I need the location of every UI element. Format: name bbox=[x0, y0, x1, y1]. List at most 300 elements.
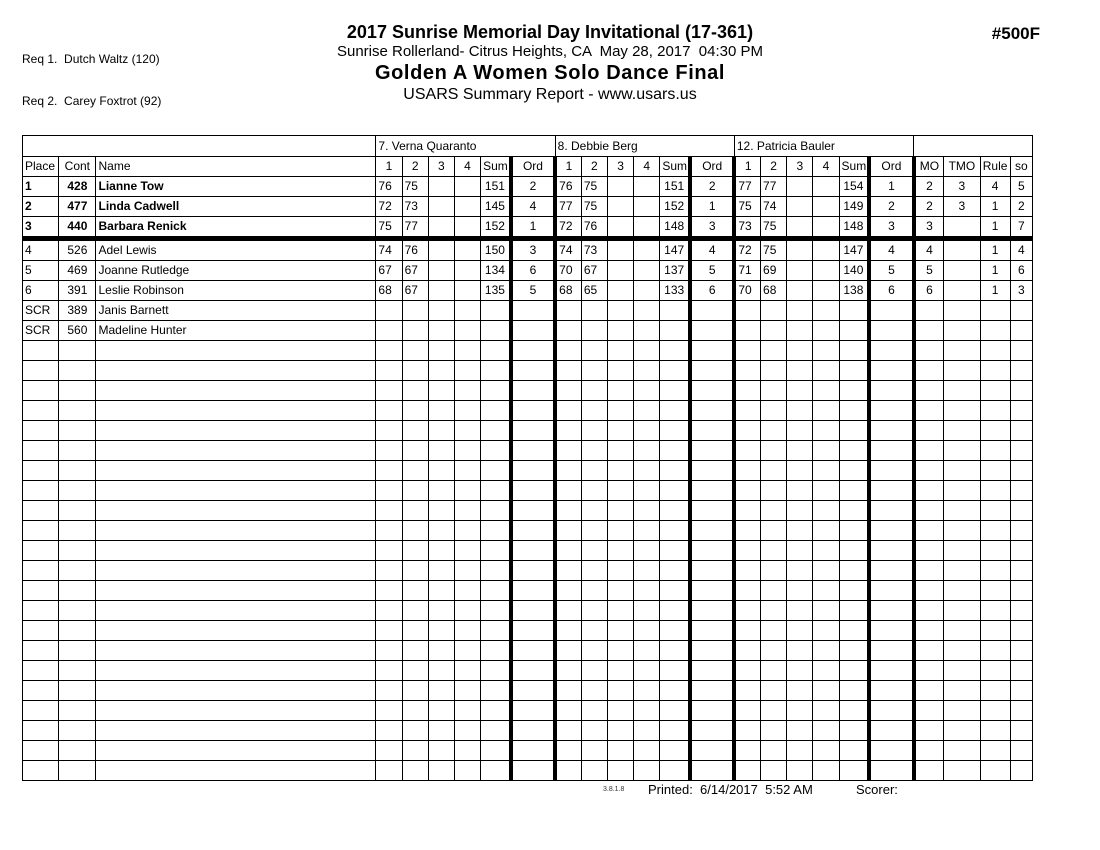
contestant-number-cell bbox=[59, 741, 96, 761]
judge2-score-cell bbox=[581, 641, 607, 661]
judge1-score-cell bbox=[454, 481, 480, 501]
judge3-score-cell bbox=[787, 581, 813, 601]
judge3-score-cell bbox=[787, 481, 813, 501]
judge3-score-cell bbox=[734, 701, 760, 721]
judge1-sum-cell bbox=[481, 561, 511, 581]
judge3-ordinal-cell bbox=[869, 721, 913, 741]
judge1-score-cell bbox=[428, 621, 454, 641]
table-row bbox=[23, 641, 1033, 661]
name-cell bbox=[96, 581, 376, 601]
judge2-sum-cell bbox=[660, 641, 690, 661]
judge-header-spacer-left bbox=[23, 136, 376, 157]
judge2-score-cell bbox=[581, 681, 607, 701]
judge3-score-cell bbox=[813, 581, 839, 601]
judge1-score-cell bbox=[376, 721, 402, 741]
judge3-col-header-3: 3 bbox=[787, 157, 813, 177]
judge3-score-cell bbox=[813, 441, 839, 461]
judge3-ordinal-cell bbox=[869, 461, 913, 481]
judge2-score-cell bbox=[555, 601, 581, 621]
judge1-score-cell bbox=[428, 281, 454, 301]
judge3-score-cell bbox=[734, 441, 760, 461]
so-cell: 7 bbox=[1010, 217, 1032, 239]
table-row bbox=[23, 501, 1033, 521]
judge2-sum-cell bbox=[660, 301, 690, 321]
judge2-score-cell bbox=[555, 741, 581, 761]
results-table-body bbox=[23, 177, 1033, 781]
tmo-cell bbox=[944, 261, 980, 281]
mo-cell bbox=[914, 621, 944, 641]
judge1-score-cell bbox=[428, 701, 454, 721]
judge3-score-cell bbox=[813, 401, 839, 421]
judge2-score-cell bbox=[634, 581, 660, 601]
judge3-score-cell bbox=[813, 601, 839, 621]
contestant-number-cell bbox=[59, 521, 96, 541]
so-cell bbox=[1010, 381, 1032, 401]
rule-cell: 1 bbox=[980, 261, 1010, 281]
so-cell bbox=[1010, 361, 1032, 381]
judge1-score-cell: 76 bbox=[402, 239, 428, 261]
judge1-sum-cell bbox=[481, 441, 511, 461]
judge2-sum-cell bbox=[660, 401, 690, 421]
so-cell bbox=[1010, 401, 1032, 421]
judge1-score-cell bbox=[402, 581, 428, 601]
judge2-score-cell bbox=[581, 421, 607, 441]
tmo-cell bbox=[944, 281, 980, 301]
judge2-ordinal-cell bbox=[690, 481, 734, 501]
judge3-score-cell bbox=[734, 421, 760, 441]
judge1-score-cell bbox=[454, 239, 480, 261]
judge1-score-cell bbox=[376, 321, 402, 341]
name-cell bbox=[96, 341, 376, 361]
so-cell bbox=[1010, 301, 1032, 321]
judge2-score-cell bbox=[607, 301, 633, 321]
judge3-score-cell: 69 bbox=[761, 261, 787, 281]
division-title-line: Golden A Women Solo Dance Final bbox=[374, 62, 726, 84]
judge1-ordinal-cell: 5 bbox=[511, 281, 555, 301]
judge1-score-cell: 68 bbox=[376, 281, 402, 301]
judge3-sum-cell bbox=[839, 581, 869, 601]
judge1-sum-cell bbox=[481, 521, 511, 541]
judge1-sum-cell: 150 bbox=[481, 239, 511, 261]
judge2-score-cell bbox=[607, 641, 633, 661]
rule-cell bbox=[980, 641, 1010, 661]
judge3-col-header-sum: Sum bbox=[839, 157, 869, 177]
mo-cell bbox=[914, 521, 944, 541]
judge1-score-cell bbox=[376, 421, 402, 441]
judge1-score-cell bbox=[402, 561, 428, 581]
judge3-sum-cell bbox=[839, 401, 869, 421]
rule-cell bbox=[980, 581, 1010, 601]
judge1-score-cell bbox=[454, 581, 480, 601]
judge1-ordinal-cell: 6 bbox=[511, 261, 555, 281]
name-cell bbox=[96, 501, 376, 521]
judge2-score-cell: 77 bbox=[555, 197, 581, 217]
judge1-score-cell bbox=[402, 621, 428, 641]
requirement-line-2: Req 2. Carey Foxtrot (92) bbox=[22, 94, 162, 108]
judge2-score-cell: 75 bbox=[581, 177, 607, 197]
judge1-score-cell bbox=[428, 741, 454, 761]
event-title-line: 2017 Sunrise Memorial Day Invitational (17-361) bbox=[346, 22, 754, 42]
judge3-sum-cell bbox=[839, 681, 869, 701]
tmo-cell bbox=[944, 521, 980, 541]
judge1-score-cell bbox=[376, 541, 402, 561]
judge1-ordinal-cell bbox=[511, 521, 555, 541]
judge3-score-cell bbox=[813, 197, 839, 217]
so-cell bbox=[1010, 581, 1032, 601]
judge1-score-cell bbox=[402, 321, 428, 341]
judge2-sum-cell bbox=[660, 721, 690, 741]
judge3-sum-cell bbox=[839, 741, 869, 761]
place-cell bbox=[23, 541, 59, 561]
judge3-score-cell bbox=[813, 541, 839, 561]
judge2-ordinal-cell: 2 bbox=[690, 177, 734, 197]
judge2-score-cell bbox=[581, 741, 607, 761]
judge3-sum-cell bbox=[839, 601, 869, 621]
judge3-score-cell bbox=[813, 177, 839, 197]
judge1-col-header-sum: Sum bbox=[481, 157, 511, 177]
judge1-ordinal-cell bbox=[511, 741, 555, 761]
judge1-score-cell: 72 bbox=[376, 197, 402, 217]
judge1-score-cell bbox=[454, 521, 480, 541]
rule-cell bbox=[980, 381, 1010, 401]
judge1-sum-cell: 151 bbox=[481, 177, 511, 197]
judge1-score-cell bbox=[454, 177, 480, 197]
rule-cell bbox=[980, 501, 1010, 521]
judge1-score-cell bbox=[454, 441, 480, 461]
judge3-score-cell: 71 bbox=[734, 261, 760, 281]
judge1-score-cell: 73 bbox=[402, 197, 428, 217]
so-cell bbox=[1010, 641, 1032, 661]
judge1-ordinal-cell bbox=[511, 361, 555, 381]
judge3-score-cell bbox=[787, 621, 813, 641]
rule-cell bbox=[980, 361, 1010, 381]
judge1-score-cell bbox=[428, 401, 454, 421]
contestant-number-cell bbox=[59, 761, 96, 781]
contestant-number-cell bbox=[59, 481, 96, 501]
judge1-score-cell bbox=[402, 541, 428, 561]
judge3-score-cell bbox=[787, 217, 813, 239]
name-cell: Leslie Robinson bbox=[96, 281, 376, 301]
mo-cell bbox=[914, 361, 944, 381]
judge2-score-cell bbox=[634, 761, 660, 781]
so-cell bbox=[1010, 601, 1032, 621]
judge2-col-header-4: 4 bbox=[634, 157, 660, 177]
judge3-score-cell bbox=[813, 261, 839, 281]
software-version: 3.8.1.8 bbox=[603, 786, 625, 793]
judge2-col-header-sum: Sum bbox=[660, 157, 690, 177]
judge3-score-cell bbox=[761, 761, 787, 781]
judge3-score-cell: 77 bbox=[734, 177, 760, 197]
so-cell bbox=[1010, 321, 1032, 341]
judge1-sum-cell bbox=[481, 481, 511, 501]
table-row bbox=[23, 621, 1033, 641]
judge-header-2: 8. Debbie Berg bbox=[555, 136, 734, 157]
rule-cell bbox=[980, 401, 1010, 421]
judge1-ordinal-cell: 3 bbox=[511, 239, 555, 261]
judge1-score-cell bbox=[402, 501, 428, 521]
judge1-sum-cell bbox=[481, 341, 511, 361]
judge1-score-cell bbox=[428, 481, 454, 501]
judge2-ordinal-cell bbox=[690, 461, 734, 481]
mo-cell: 4 bbox=[914, 239, 944, 261]
tmo-cell bbox=[944, 721, 980, 741]
name-cell bbox=[96, 741, 376, 761]
table-row bbox=[23, 361, 1033, 381]
judge2-ordinal-cell bbox=[690, 621, 734, 641]
judge1-score-cell bbox=[428, 661, 454, 681]
judge3-score-cell: 73 bbox=[734, 217, 760, 239]
judge3-score-cell bbox=[813, 217, 839, 239]
judge3-score-cell bbox=[787, 601, 813, 621]
judge3-sum-cell bbox=[839, 561, 869, 581]
name-cell bbox=[96, 701, 376, 721]
so-cell bbox=[1010, 721, 1032, 741]
judge1-score-cell bbox=[402, 481, 428, 501]
judge3-sum-cell: 149 bbox=[839, 197, 869, 217]
so-cell bbox=[1010, 621, 1032, 641]
judge2-ordinal-cell: 1 bbox=[690, 197, 734, 217]
judge2-score-cell bbox=[634, 321, 660, 341]
judge3-score-cell bbox=[787, 721, 813, 741]
judge3-score-cell bbox=[787, 761, 813, 781]
judge1-score-cell bbox=[454, 301, 480, 321]
judge3-score-cell bbox=[734, 361, 760, 381]
judge3-score-cell bbox=[734, 661, 760, 681]
judge3-score-cell bbox=[734, 621, 760, 641]
tmo-cell bbox=[944, 621, 980, 641]
judge3-score-cell bbox=[787, 361, 813, 381]
name-cell: Linda Cadwell bbox=[96, 197, 376, 217]
results-table bbox=[22, 135, 1033, 781]
judge1-ordinal-cell bbox=[511, 401, 555, 421]
judge3-score-cell bbox=[787, 341, 813, 361]
tmo-cell bbox=[944, 421, 980, 441]
judge2-score-cell bbox=[634, 341, 660, 361]
judge2-score-cell bbox=[555, 561, 581, 581]
judge3-score-cell bbox=[761, 481, 787, 501]
place-cell bbox=[23, 681, 59, 701]
judge1-score-cell bbox=[402, 341, 428, 361]
judge1-score-cell bbox=[454, 661, 480, 681]
contestant-number-cell: 477 bbox=[59, 197, 96, 217]
judge3-score-cell bbox=[787, 301, 813, 321]
judge2-score-cell bbox=[634, 361, 660, 381]
rule-cell bbox=[980, 521, 1010, 541]
place-cell: 4 bbox=[23, 239, 59, 261]
judge-header-1: 7. Verna Quaranto bbox=[376, 136, 555, 157]
judge1-score-cell bbox=[454, 721, 480, 741]
judge2-sum-cell bbox=[660, 381, 690, 401]
judge3-ordinal-cell bbox=[869, 421, 913, 441]
judge1-sum-cell bbox=[481, 361, 511, 381]
judge2-score-cell: 74 bbox=[555, 239, 581, 261]
name-cell bbox=[96, 721, 376, 741]
judge3-score-cell bbox=[734, 301, 760, 321]
judge3-score-cell bbox=[734, 481, 760, 501]
judge2-score-cell bbox=[607, 261, 633, 281]
judge2-sum-cell bbox=[660, 681, 690, 701]
contestant-number-cell bbox=[59, 501, 96, 521]
judge3-sum-cell bbox=[839, 721, 869, 741]
mo-cell bbox=[914, 741, 944, 761]
judge1-score-cell bbox=[454, 217, 480, 239]
judge3-score-cell bbox=[787, 321, 813, 341]
judge-header-row bbox=[23, 136, 1033, 157]
judge3-col-header-2: 2 bbox=[761, 157, 787, 177]
judge3-score-cell bbox=[761, 461, 787, 481]
judge1-ordinal-cell bbox=[511, 381, 555, 401]
name-cell bbox=[96, 521, 376, 541]
judge1-score-cell bbox=[454, 381, 480, 401]
judge3-score-cell bbox=[813, 641, 839, 661]
judge3-score-cell bbox=[734, 721, 760, 741]
rule-cell bbox=[980, 681, 1010, 701]
judge1-score-cell bbox=[428, 301, 454, 321]
judge3-ordinal-cell bbox=[869, 641, 913, 661]
judge1-score-cell bbox=[402, 421, 428, 441]
judge3-score-cell bbox=[813, 421, 839, 441]
judge1-ordinal-cell bbox=[511, 441, 555, 461]
judge1-score-cell bbox=[428, 381, 454, 401]
judge1-score-cell bbox=[454, 361, 480, 381]
judge2-sum-cell bbox=[660, 701, 690, 721]
judge1-score-cell bbox=[376, 601, 402, 621]
judge2-score-cell bbox=[607, 761, 633, 781]
tmo-cell bbox=[944, 641, 980, 661]
rule-cell bbox=[980, 301, 1010, 321]
judge2-score-cell bbox=[607, 381, 633, 401]
mo-cell bbox=[914, 761, 944, 781]
judge2-ordinal-cell bbox=[690, 381, 734, 401]
judge3-ordinal-cell: 4 bbox=[869, 239, 913, 261]
judge2-ordinal-cell bbox=[690, 701, 734, 721]
judge2-score-cell bbox=[607, 217, 633, 239]
judge1-ordinal-cell bbox=[511, 561, 555, 581]
so-cell bbox=[1010, 421, 1032, 441]
judge2-score-cell bbox=[634, 621, 660, 641]
place-cell bbox=[23, 621, 59, 641]
judge3-score-cell bbox=[787, 441, 813, 461]
judge1-score-cell bbox=[402, 521, 428, 541]
judge2-score-cell bbox=[634, 561, 660, 581]
printed-timestamp: Printed: 6/14/2017 5:52 AM bbox=[648, 782, 813, 797]
judge3-ordinal-cell bbox=[869, 601, 913, 621]
judge3-sum-cell bbox=[839, 321, 869, 341]
cont-column-header: Cont bbox=[59, 157, 96, 177]
judge1-col-header-1: 1 bbox=[376, 157, 402, 177]
tmo-cell bbox=[944, 361, 980, 381]
judge2-score-cell bbox=[555, 581, 581, 601]
judge3-score-cell bbox=[734, 461, 760, 481]
judge2-score-cell bbox=[607, 541, 633, 561]
judge2-score-cell bbox=[555, 621, 581, 641]
judge2-ordinal-cell bbox=[690, 321, 734, 341]
judge2-score-cell bbox=[634, 381, 660, 401]
judge1-score-cell bbox=[376, 581, 402, 601]
judge3-score-cell bbox=[761, 301, 787, 321]
judge2-sum-cell: 133 bbox=[660, 281, 690, 301]
tmo-cell bbox=[944, 561, 980, 581]
judge2-sum-cell bbox=[660, 541, 690, 561]
judge3-score-cell bbox=[787, 701, 813, 721]
judge2-score-cell bbox=[555, 701, 581, 721]
judge3-score-cell bbox=[813, 621, 839, 641]
mo-cell: 3 bbox=[914, 217, 944, 239]
so-cell bbox=[1010, 341, 1032, 361]
judge2-score-cell bbox=[634, 281, 660, 301]
judge1-score-cell bbox=[376, 641, 402, 661]
judge2-score-cell bbox=[634, 197, 660, 217]
contestant-number-cell bbox=[59, 601, 96, 621]
judge1-score-cell bbox=[428, 217, 454, 239]
name-cell bbox=[96, 561, 376, 581]
judge1-score-cell bbox=[428, 761, 454, 781]
judge2-score-cell bbox=[607, 721, 633, 741]
rule-cell bbox=[980, 601, 1010, 621]
rule-cell: 1 bbox=[980, 281, 1010, 301]
contestant-number-cell bbox=[59, 701, 96, 721]
judge3-score-cell bbox=[813, 561, 839, 581]
tmo-cell bbox=[944, 217, 980, 239]
judge3-score-cell bbox=[734, 641, 760, 661]
judge3-ordinal-cell bbox=[869, 341, 913, 361]
column-header-row bbox=[23, 157, 1033, 177]
judge3-score-cell bbox=[813, 721, 839, 741]
contestant-number-cell: 389 bbox=[59, 301, 96, 321]
judge2-ordinal-cell: 3 bbox=[690, 217, 734, 239]
judge3-score-cell bbox=[734, 501, 760, 521]
judge1-sum-cell: 134 bbox=[481, 261, 511, 281]
judge1-score-cell bbox=[402, 681, 428, 701]
tmo-cell bbox=[944, 581, 980, 601]
judge2-score-cell bbox=[555, 381, 581, 401]
so-cell: 3 bbox=[1010, 281, 1032, 301]
name-cell: Joanne Rutledge bbox=[96, 261, 376, 281]
mo-cell bbox=[914, 441, 944, 461]
table-row bbox=[23, 217, 1033, 239]
judge1-sum-cell bbox=[481, 641, 511, 661]
so-cell bbox=[1010, 741, 1032, 761]
judge1-score-cell bbox=[376, 701, 402, 721]
judge1-score-cell bbox=[454, 461, 480, 481]
judge2-sum-cell bbox=[660, 561, 690, 581]
judge1-score-cell bbox=[376, 461, 402, 481]
judge2-score-cell bbox=[607, 601, 633, 621]
judge2-score-cell bbox=[581, 721, 607, 741]
judge1-sum-cell bbox=[481, 381, 511, 401]
judge1-ordinal-cell: 1 bbox=[511, 217, 555, 239]
judge3-sum-cell bbox=[839, 701, 869, 721]
contestant-number-cell: 526 bbox=[59, 239, 96, 261]
rule-cell bbox=[980, 341, 1010, 361]
judge2-ordinal-cell bbox=[690, 541, 734, 561]
judge2-score-cell bbox=[581, 301, 607, 321]
judge1-ordinal-cell bbox=[511, 541, 555, 561]
judge2-score-cell bbox=[581, 601, 607, 621]
judge1-ordinal-cell: 2 bbox=[511, 177, 555, 197]
judge1-score-cell bbox=[454, 321, 480, 341]
judge3-score-cell bbox=[787, 741, 813, 761]
judge2-score-cell bbox=[607, 681, 633, 701]
so-cell bbox=[1010, 681, 1032, 701]
judge3-ordinal-cell: 2 bbox=[869, 197, 913, 217]
contestant-number-cell bbox=[59, 381, 96, 401]
judge2-score-cell bbox=[581, 441, 607, 461]
mo-cell: 2 bbox=[914, 197, 944, 217]
judge1-score-cell bbox=[454, 561, 480, 581]
judge2-score-cell bbox=[634, 641, 660, 661]
so-cell bbox=[1010, 501, 1032, 521]
